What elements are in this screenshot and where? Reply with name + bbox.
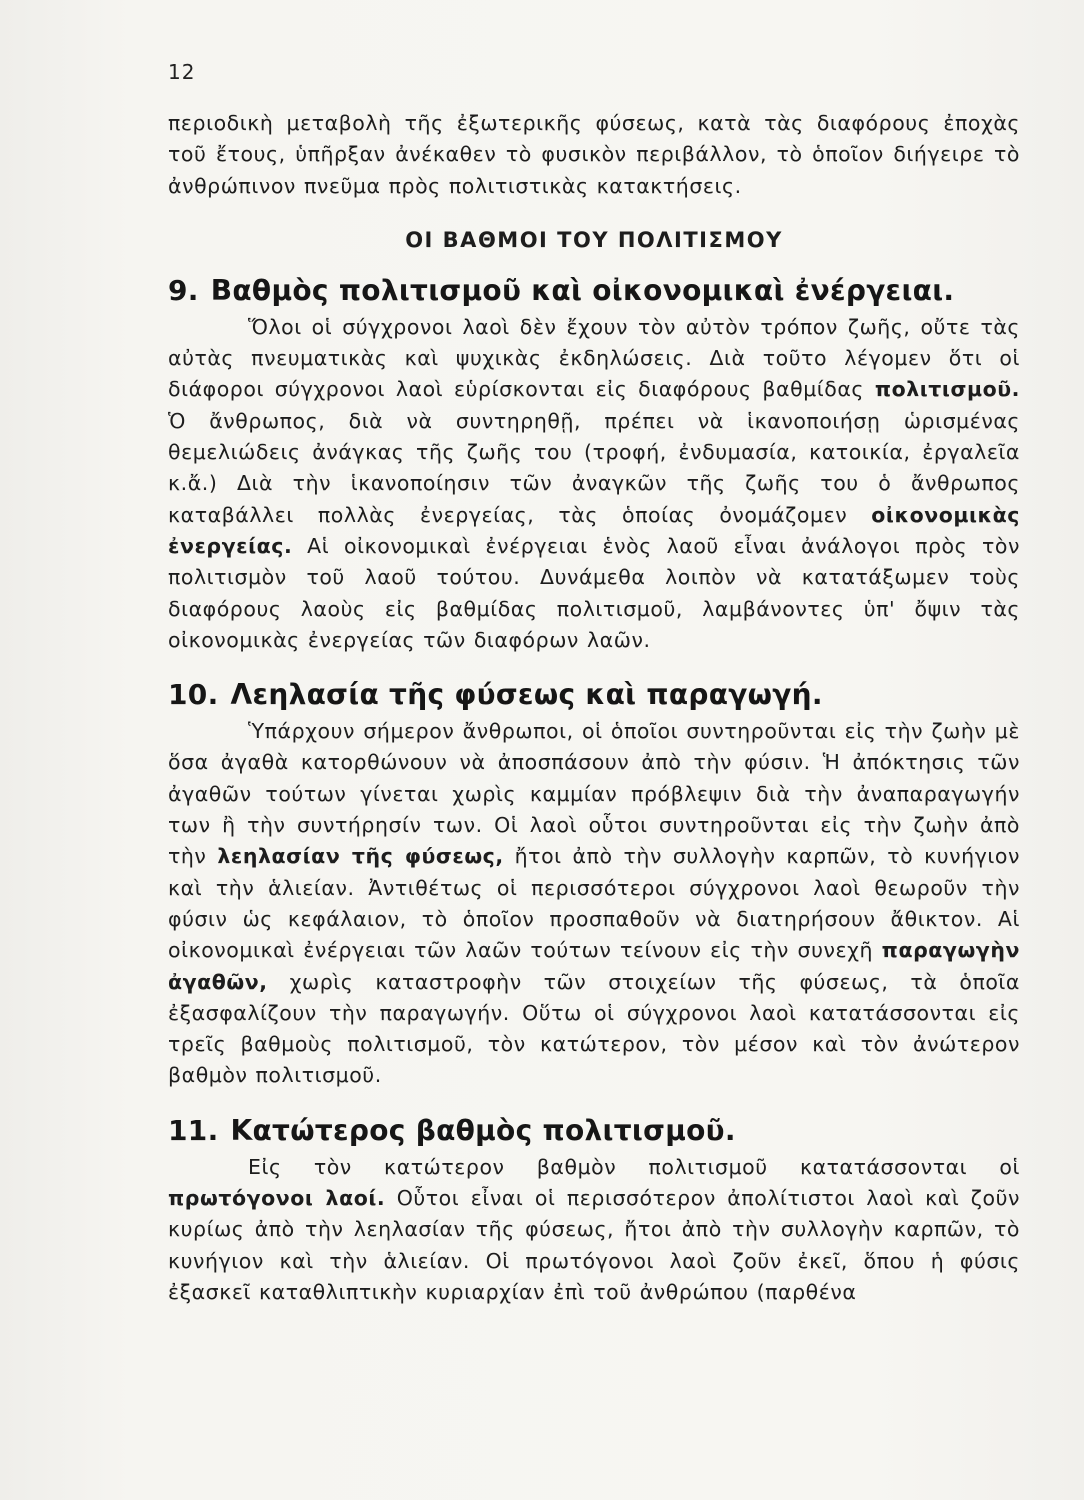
- text-run: Ὁ ἄνθρωπος, διὰ νὰ συντηρηθῇ, πρέπει νὰ ἱκανοποιήσῃ ὡρισμένας θεμελιώδεις ἀνάγκας τῆς ζωῆς του (τροφή, ἐνδυμασία, κατοικία, ἐργαλεῖα κ.ἄ.) Διὰ τὴν ἱκανοποίησιν τῶν ἀναγκῶν τῆς ζωῆς του ὁ ἄνθρωπος καταβάλλει πολλὰς ἐνεργείας, τὰς ὁποίας ὀνομάζομεν: [168, 408, 1020, 527]
- text-run: χωρὶς καταστροφὴν τῶν στοιχείων τῆς φύσεως, τὰ ὁποῖα ἐξασφαλίζουν τὴν παραγωγήν. Οὕτω οἱ σύγχρονοι λαοὶ κατατάσσονται εἰς τρεῖς βαθμοὺς πολιτισμοῦ, τὸν κατώτερον, τὸν μέσον καὶ τὸν ἀνώτερον βαθμὸν πολιτισμοῦ.: [168, 969, 1020, 1088]
- page-body: [168, 108, 1020, 1308]
- heading-number: 9.: [168, 273, 199, 307]
- text-run: Εἰς τὸν κατώτερον βαθμὸν πολιτισμοῦ κατατάσσονται οἱ: [248, 1154, 1020, 1179]
- heading-section-11: [168, 1114, 1020, 1148]
- page-number: 12: [168, 60, 196, 84]
- bold-term: παραγωγὴν ἀγαθῶν,: [168, 938, 1020, 994]
- heading-section-10: [168, 678, 1020, 712]
- text-run: Οὗτοι εἶναι οἱ περισσότερον ἀπολίτιστοι λαοὶ καὶ ζοῦν κυρίως ἀπὸ τὴν λεηλασίαν τῆς φύσεως, ἤτοι ἀπὸ τὴν συλλογὴν καρπῶν, τὸ κυνήγιον καὶ τὴν ἁλιείαν. Οἱ πρωτόγονοι λαοὶ ζοῦν ἐκεῖ, ὅπου ἡ φύσις ἐξασκεῖ καταθλιπτικὴν κυριαρχίαν ἐπὶ τοῦ ἀνθρώπου (παρθένα: [168, 1186, 1020, 1304]
- heading-number: 10.: [168, 678, 219, 712]
- paragraph-section-9: [168, 312, 1020, 656]
- heading-title: Κατώτερος βαθμὸς πολιτισμοῦ.: [230, 1113, 736, 1147]
- heading-section-9: [168, 274, 1020, 308]
- heading-number: 11.: [168, 1113, 219, 1147]
- paragraph-section-11: [168, 1152, 1020, 1308]
- intro-paragraph: περιοδικὴ μεταβολὴ τῆς ἐξωτερικῆς φύσεως, κατὰ τὰς διαφόρους ἐποχὰς τοῦ ἔτους, ὑπῆρξαν ἀνέκαθεν τὸ φυσικὸν περιβάλλον, τὸ ὁποῖον διήγειρε τὸ ἀνθρώπινον πνεῦμα πρὸς πολιτιστικὰς κατακτήσεις.: [168, 111, 1020, 198]
- text-run: Ὑπάρχουν σήμερον ἄνθρωποι, οἱ ὁποῖοι συντηροῦνται εἰς τὴν ζωὴν μὲ ὅσα ἀγαθὰ κατορθώνουν νὰ ἀποσπάσουν ἀπὸ τὴν φύσιν. Ἡ ἀπόκτησις τῶν ἀγαθῶν τούτων γίνεται χωρὶς καμμίαν πρόβλεψιν διὰ τὴν ἀναπαραγωγήν των ἢ τὴν συντήρησίν των. Οἱ λαοὶ οὗτοι συντηροῦνται εἰς τὴν ζωὴν ἀπὸ τὴν: [168, 719, 1020, 869]
- text-run: ἤτοι ἀπὸ τὴν συλλογὴν καρπῶν, τὸ κυνήγιον καὶ τὴν ἁλιείαν. Ἀντιθέτως οἱ περισσότεροι σύγχρονοι λαοὶ θεωροῦν τὴν φύσιν ὡς κεφάλαιον, τὸ ὁποῖον προσπαθοῦν νὰ διατηρήσουν ἄθικτον. Αἱ οἰκονομικαὶ ἐνέργειαι τῶν λαῶν τούτων τείνουν εἰς τὴν συνεχῆ: [168, 844, 1020, 963]
- bold-term: οἰκονομικὰς ἐνεργείας.: [168, 502, 1020, 558]
- bold-term: πολιτισμοῦ.: [874, 377, 1020, 402]
- paragraph-section-10: [168, 716, 1020, 1092]
- bold-term: πρωτόγονοι λαοί.: [168, 1186, 386, 1211]
- heading-title: Βαθμὸς πολιτισμοῦ καὶ οἰκονομικαὶ ἐνέργειαι.: [210, 273, 955, 307]
- heading-title: Λεηλασία τῆς φύσεως καὶ παραγωγή.: [230, 678, 823, 712]
- text-run: Αἱ οἰκονομικαὶ ἐνέργειαι ἑνὸς λαοῦ εἶναι ἀνάλογοι πρὸς τὸν πολιτισμὸν τοῦ λαοῦ τούτου. Δυνάμεθα λοιπὸν νὰ κατατάξωμεν τοὺς διαφόρους λαοὺς εἰς βαθμίδας πολιτισμοῦ, λαμβάνοντες ὑπ' ὄψιν τὰς οἰκονομικὰς ἐνεργείας τῶν διαφόρων λαῶν.: [168, 533, 1020, 652]
- text-run: Ὅλοι οἱ σύγχρονοι λαοὶ δὲν ἔχουν τὸν αὐτὸν τρόπον ζωῆς, οὔτε τὰς αὐτὰς πνευματικὰς καὶ ψυχικὰς ἐκδηλώσεις. Διὰ τοῦτο λέγομεν ὅτι οἱ διάφοροι σύγχρονοι λαοὶ εὑρίσκονται εἰς διαφόρους βαθμίδας: [168, 314, 1020, 402]
- bold-term: λεηλασίαν τῆς φύσεως,: [217, 844, 504, 869]
- section-title: ΟΙ ΒΑΘΜΟΙ ΤΟΥ ΠΟΛΙΤΙΣΜΟΥ: [405, 227, 783, 252]
